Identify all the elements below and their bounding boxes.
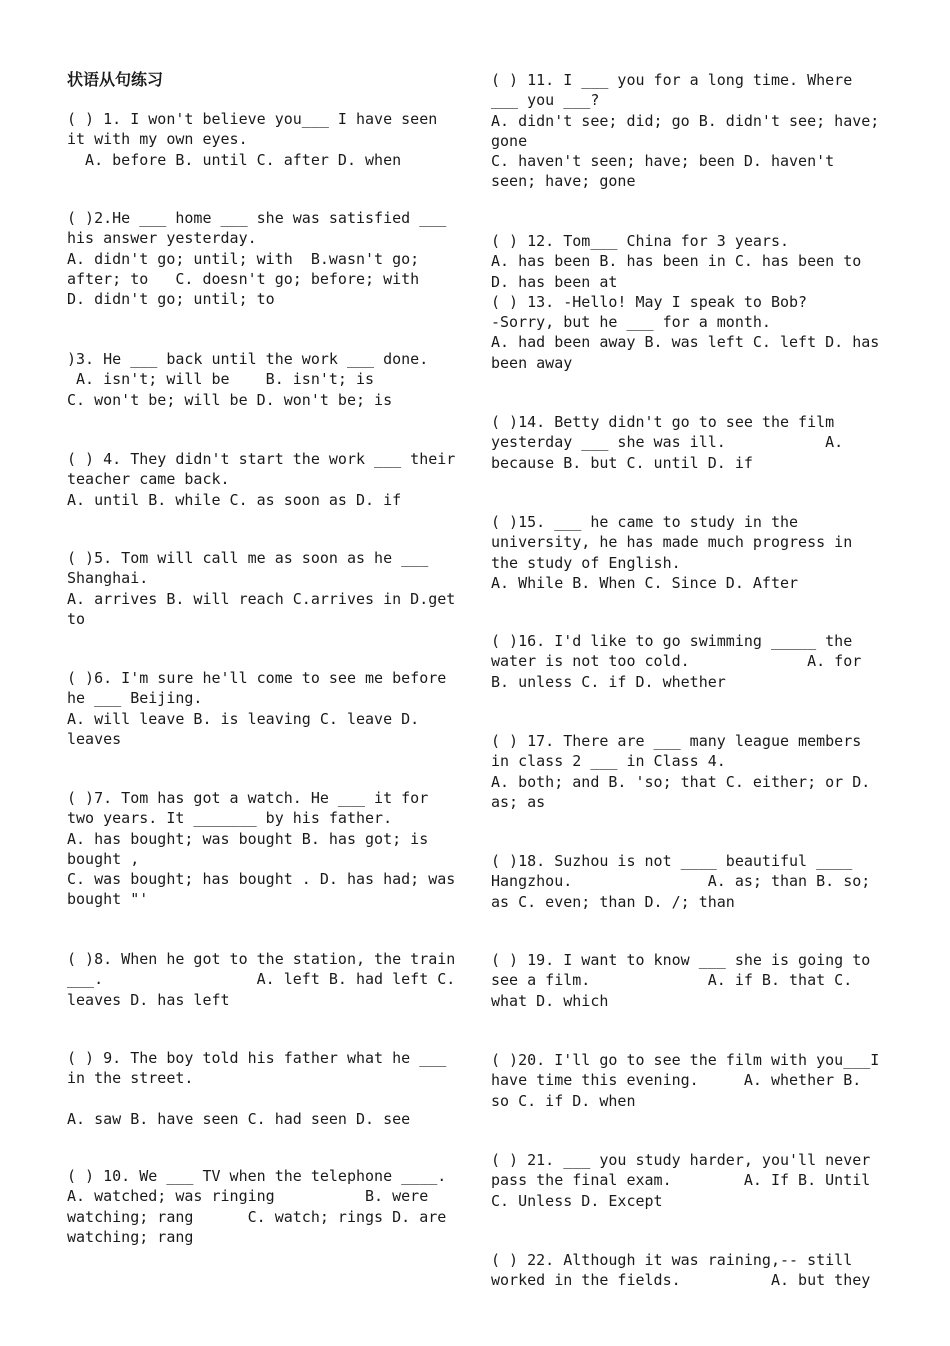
question-block <box>67 109 467 170</box>
question-line: ( ) 1. I won't believe you___ I have seen <box>67 110 438 128</box>
question-line: bought , <box>67 849 140 868</box>
question-block <box>491 512 891 593</box>
question-line: in class 2 ___ in Class 4. <box>491 752 726 771</box>
question-line: been away <box>491 353 573 372</box>
question-line: A. both; and B. 'so; that C. either; or D. <box>491 772 871 791</box>
question-block <box>67 449 467 510</box>
question-line: leaves D. has left <box>67 990 230 1009</box>
question-line: ( )20. I'll go to see the film with you___I <box>491 1051 880 1069</box>
question-line: ( ) 12. Tom___ China for 3 years. <box>491 232 790 250</box>
question-block <box>67 668 467 749</box>
question-block <box>491 1050 891 1111</box>
question-line: gone <box>491 131 528 150</box>
question-line: A. has bought; was bought B. has got; is <box>67 829 429 848</box>
question-line: bought "' <box>67 890 149 909</box>
question-line: after; to C. doesn't go; before; with <box>67 269 420 288</box>
question-line: C. Unless D. Except <box>491 1191 663 1210</box>
question-line: ( )5. Tom will call me as soon as he ___ <box>67 549 429 567</box>
question-line: ( ) 11. I ___ you for a long time. Where <box>491 71 853 89</box>
question-block <box>491 950 891 1011</box>
question-line: A. isn't; will be B. isn't; is <box>67 370 375 389</box>
question-block <box>491 70 891 192</box>
page-title: 状语从句练习 <box>67 70 164 89</box>
question-line: ( ) 22. Although it was raining,-- still <box>491 1251 853 1269</box>
question-block <box>67 949 467 1010</box>
question-line: ( )16. I'd like to go swimming _____ the <box>491 632 853 650</box>
question-block <box>67 208 467 309</box>
question-block <box>67 1048 467 1129</box>
question-line: A. had been away B. was left C. left D. has <box>491 333 880 352</box>
question-block <box>67 788 467 910</box>
question-line: A. until B. while C. as soon as D. if <box>67 490 402 509</box>
question-line <box>67 1089 467 1109</box>
question-line: D. didn't go; until; to <box>67 290 275 309</box>
question-line: ( )6. I'm sure he'll come to see me before <box>67 669 447 687</box>
question-block <box>491 851 891 912</box>
question-line: water is not too cold. A. for <box>491 652 862 671</box>
question-line: ( ) 19. I want to know ___ she is going to <box>491 951 871 969</box>
question-line: D. has been at <box>491 272 618 291</box>
question-line: C. haven't seen; have; been D. haven't <box>491 152 835 171</box>
question-line: see a film. A. if B. that C. <box>491 971 853 990</box>
question-line: A. will leave B. is leaving C. leave D. <box>67 709 420 728</box>
question-line: ( )2.He ___ home ___ she was satisfied ___ <box>67 209 447 227</box>
question-line: A. watched; was ringing B. were <box>67 1187 429 1206</box>
question-line: ( ) 9. The boy told his father what he ___ <box>67 1049 447 1067</box>
question-line: pass the final exam. A. If B. Until <box>491 1171 871 1190</box>
question-line: the study of English. <box>491 553 681 572</box>
question-block <box>67 548 467 629</box>
question-block <box>67 349 467 410</box>
question-line: in the street. <box>67 1069 194 1088</box>
question-line: -Sorry, but he ___ for a month. <box>491 313 771 332</box>
question-line: so C. if D. when <box>491 1091 636 1110</box>
question-line: A. saw B. have seen C. had seen D. see <box>67 1109 411 1128</box>
question-line: ( )18. Suzhou is not ____ beautiful ____ <box>491 852 853 870</box>
question-line: watching; rang C. watch; rings D. are <box>67 1207 447 1226</box>
question-line: ( )8. When he got to the station, the train <box>67 950 456 968</box>
question-block <box>491 231 891 373</box>
question-line: A. before B. until C. after D. when <box>67 150 402 169</box>
question-line: ___. A. left B. had left C. <box>67 970 456 989</box>
question-line: A. arrives B. will reach C.arrives in D.get <box>67 589 456 608</box>
question-line: as; as <box>491 792 546 811</box>
question-line: ( ) 13. -Hello! May I speak to Bob? <box>491 292 808 311</box>
question-line: )3. He ___ back until the work ___ done. <box>67 350 429 368</box>
question-line: have time this evening. A. whether B. <box>491 1071 862 1090</box>
question-line: ( ) 17. There are ___ many league members <box>491 732 862 750</box>
question-line: watching; rang <box>67 1227 194 1246</box>
question-line: C. won't be; will be D. won't be; is <box>67 390 393 409</box>
question-line: A. didn't see; did; go B. didn't see; have; <box>491 111 880 130</box>
question-line: seen; have; gone <box>491 172 636 191</box>
question-line: teacher came back. <box>67 470 230 489</box>
question-line: his answer yesterday. <box>67 229 257 248</box>
question-line: he ___ Beijing. <box>67 689 203 708</box>
question-line: B. unless C. if D. whether <box>491 672 726 691</box>
question-line: A. didn't go; until; with B.wasn't go; <box>67 249 420 268</box>
question-line: ( ) 21. ___ you study harder, you'll never <box>491 1151 871 1169</box>
question-line: to <box>67 609 86 628</box>
question-block <box>67 1166 467 1247</box>
question-line: A. While B. When C. Since D. After <box>491 573 799 592</box>
question-line: Hangzhou. A. as; than B. so; <box>491 872 871 891</box>
question-line: leaves <box>67 729 122 748</box>
question-line: ( ) 4. They didn't start the work ___ their <box>67 450 456 468</box>
question-line: it with my own eyes. <box>67 130 248 149</box>
question-line: Shanghai. <box>67 569 149 588</box>
question-line: what D. which <box>491 991 609 1010</box>
question-line: ( )15. ___ he came to study in the <box>491 513 799 531</box>
question-block <box>491 731 891 812</box>
question-line: university, he has made much progress in <box>491 533 853 552</box>
question-line: two years. It _______ by his father. <box>67 809 393 828</box>
question-line: C. was bought; has bought . D. has had; was <box>67 870 456 889</box>
question-block <box>491 412 891 473</box>
question-block <box>491 1150 891 1211</box>
question-block <box>491 1250 891 1291</box>
question-line: ___ you ___? <box>491 91 600 110</box>
question-line: as C. even; than D. /; than <box>491 892 735 911</box>
question-line: worked in the fields. A. but they <box>491 1271 871 1290</box>
question-line: ( )7. Tom has got a watch. He ___ it for <box>67 789 429 807</box>
question-line: yesterday ___ she was ill. A. <box>491 433 844 452</box>
question-line: ( ) 10. We ___ TV when the telephone ____. <box>67 1167 447 1185</box>
question-line: A. has been B. has been in C. has been to <box>491 252 862 271</box>
question-line: because B. but C. until D. if <box>491 453 753 472</box>
question-line: ( )14. Betty didn't go to see the film <box>491 413 835 431</box>
question-block <box>491 631 891 692</box>
